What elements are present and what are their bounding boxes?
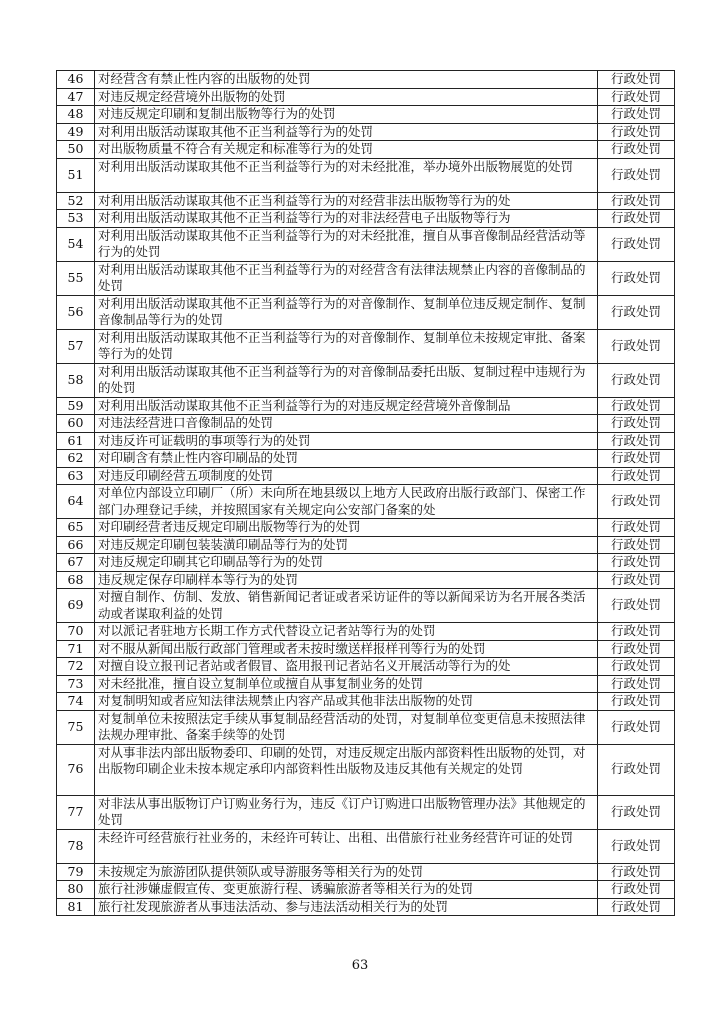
row-number: 78 xyxy=(57,829,95,863)
row-item-text: 对利用出版活动谋取其他不正当利益等行为的对音像制品委托出版、复制过程中违规行为的处罚 xyxy=(98,363,586,395)
row-kind: 行政处罚 xyxy=(598,158,675,192)
row-number: 80 xyxy=(57,881,95,899)
row-item-cell xyxy=(95,363,598,397)
row-item-cell xyxy=(95,123,598,141)
row-item-cell xyxy=(95,571,598,589)
row-item-text: 对违反规定经营境外出版物的处罚 xyxy=(98,88,286,104)
table-row xyxy=(57,589,675,623)
row-item-text: 对利用出版活动谋取其他不正当利益等行为的对经营含有法律法规禁止内容的音像制品的处罚 xyxy=(98,261,586,293)
row-item-text: 对未经批准，擅自设立复制单位或擅自从事复制业务的处罚 xyxy=(98,675,424,691)
row-kind: 行政处罚 xyxy=(598,295,675,329)
row-item-cell xyxy=(95,693,598,711)
row-kind: 行政处罚 xyxy=(598,123,675,141)
row-item-cell xyxy=(95,710,598,744)
row-item-cell xyxy=(95,485,598,519)
row-item-text: 未经许可经营旅行社业务的，未经许可转让、出租、出借旅行社业务经营许可证的处罚 xyxy=(98,829,574,845)
row-item-text: 未按规定为旅游团队提供领队或导游服务等相关行为的处罚 xyxy=(98,863,424,879)
row-number: 59 xyxy=(57,397,95,415)
row-item-cell xyxy=(95,795,598,829)
row-item-cell xyxy=(95,863,598,881)
row-number: 79 xyxy=(57,863,95,881)
table-row xyxy=(57,536,675,554)
page-number: 63 xyxy=(351,958,369,973)
row-item-cell xyxy=(95,210,598,228)
row-number: 46 xyxy=(57,71,95,89)
row-number: 73 xyxy=(57,675,95,693)
table-row xyxy=(57,693,675,711)
row-item-text: 对违反印刷经营五项制度的处罚 xyxy=(98,467,274,483)
row-number: 75 xyxy=(57,710,95,744)
row-number: 47 xyxy=(57,88,95,106)
table-row xyxy=(57,450,675,468)
table-row xyxy=(57,554,675,572)
items-table xyxy=(56,70,675,916)
row-kind: 行政处罚 xyxy=(598,744,675,795)
table-row xyxy=(57,158,675,192)
row-item-text: 对非法从事出版物订户订购业务行为，违反《订户订购进口出版物管理办法》其他规定的处罚 xyxy=(98,795,586,827)
row-item-text: 对利用出版活动谋取其他不正当利益等行为的对音像制作、复制单位违反规定制作、复制音像制品等行为的处罚 xyxy=(98,295,586,327)
row-item-cell xyxy=(95,415,598,433)
row-item-text: 对单位内部设立印刷厂（所）未向所在地县级以上地方人民政府出版行政部门、保密工作部门办理登记手续，并按照国家有关规定向公安部门备案的处 xyxy=(98,485,586,517)
row-item-cell xyxy=(95,295,598,329)
row-item-cell xyxy=(95,227,598,261)
row-kind: 行政处罚 xyxy=(598,658,675,676)
row-item-text: 对利用出版活动谋取其他不正当利益等行为的对非法经营电子出版物等行为 xyxy=(98,210,511,226)
table-row xyxy=(57,658,675,676)
row-number: 50 xyxy=(57,141,95,159)
row-item-cell xyxy=(95,658,598,676)
row-kind: 行政处罚 xyxy=(598,210,675,228)
row-item-cell xyxy=(95,88,598,106)
row-number: 69 xyxy=(57,589,95,623)
row-item-text: 对利用出版活动谋取其他不正当利益等行为的对音像制作、复制单位未按规定审批、备案等行为的处罚 xyxy=(98,329,586,361)
table-row xyxy=(57,898,675,916)
table-row xyxy=(57,415,675,433)
row-item-cell xyxy=(95,467,598,485)
table-row xyxy=(57,106,675,124)
table-row xyxy=(57,71,675,89)
row-number: 67 xyxy=(57,554,95,572)
table-row xyxy=(57,829,675,863)
row-kind: 行政处罚 xyxy=(598,623,675,641)
row-number: 55 xyxy=(57,261,95,295)
row-item-text: 对复制明知或者应知法律法规禁止内容产品或其他非法出版物的处罚 xyxy=(98,693,474,709)
table-row xyxy=(57,141,675,159)
row-kind: 行政处罚 xyxy=(598,415,675,433)
row-kind: 行政处罚 xyxy=(598,227,675,261)
row-number: 63 xyxy=(57,467,95,485)
table-row xyxy=(57,467,675,485)
table-row xyxy=(57,88,675,106)
row-item-text: 旅行社发现旅游者从事违法活动、参与违法活动相关行为的处罚 xyxy=(98,898,449,914)
row-number: 56 xyxy=(57,295,95,329)
row-item-cell xyxy=(95,536,598,554)
row-item-cell xyxy=(95,554,598,572)
row-number: 51 xyxy=(57,158,95,192)
table-row xyxy=(57,261,675,295)
table-row xyxy=(57,881,675,899)
row-item-cell xyxy=(95,397,598,415)
row-item-cell xyxy=(95,829,598,863)
row-number: 72 xyxy=(57,658,95,676)
row-number: 71 xyxy=(57,640,95,658)
row-number: 52 xyxy=(57,192,95,210)
row-number: 48 xyxy=(57,106,95,124)
row-item-text: 对以派记者驻地方长期工作方式代替设立记者站等行为的处罚 xyxy=(98,623,436,639)
row-item-cell xyxy=(95,881,598,899)
row-item-text: 对印刷含有禁止性内容印刷品的处罚 xyxy=(98,450,299,466)
table-row xyxy=(57,432,675,450)
row-item-cell xyxy=(95,158,598,192)
row-item-text: 对从事非法内部出版物委印、印刷的处罚，对违反规定出版内部资料性出版物的处罚，对出版物印刷企业未按本规定承印内部资料性出版物及违反其他有关规定的处罚 xyxy=(98,744,586,776)
table-row xyxy=(57,710,675,744)
row-number: 53 xyxy=(57,210,95,228)
row-kind: 行政处罚 xyxy=(598,863,675,881)
row-item-cell xyxy=(95,519,598,537)
row-item-text: 对擅自设立报刊记者站或者假冒、盗用报刊记者站名义开展活动等行为的处 xyxy=(98,658,511,674)
row-item-cell xyxy=(95,432,598,450)
row-number: 68 xyxy=(57,571,95,589)
row-kind: 行政处罚 xyxy=(598,571,675,589)
row-kind: 行政处罚 xyxy=(598,261,675,295)
row-number: 76 xyxy=(57,744,95,795)
row-number: 60 xyxy=(57,415,95,433)
table-row xyxy=(57,210,675,228)
row-kind: 行政处罚 xyxy=(598,363,675,397)
row-item-text: 旅行社涉嫌虚假宣传、变更旅游行程、诱骗旅游者等相关行为的处罚 xyxy=(98,881,474,897)
row-item-text: 对利用出版活动谋取其他不正当利益等行为的处罚 xyxy=(98,123,374,139)
table-row xyxy=(57,329,675,363)
row-item-cell xyxy=(95,261,598,295)
row-item-text: 对违反规定印刷和复制出版物等行为的处罚 xyxy=(98,106,336,122)
table-row xyxy=(57,744,675,795)
row-item-text: 对不服从新闻出版行政部门管理或者未按时缴送样报样刊等行为的处罚 xyxy=(98,640,486,656)
row-kind: 行政处罚 xyxy=(598,640,675,658)
items-table-body xyxy=(57,71,675,916)
table-row xyxy=(57,485,675,519)
row-number: 61 xyxy=(57,432,95,450)
row-item-text: 违反规定保存印刷样本等行为的处罚 xyxy=(98,571,299,587)
row-item-cell xyxy=(95,675,598,693)
row-item-text: 对复制单位未按照法定手续从事复制品经营活动的处罚，对复制单位变更信息未按照法律法规办理审批、备案手续等的处罚 xyxy=(98,710,586,742)
row-kind: 行政处罚 xyxy=(598,795,675,829)
row-item-text: 对利用出版活动谋取其他不正当利益等行为的对违反规定经营境外音像制品 xyxy=(98,397,511,413)
row-item-cell xyxy=(95,329,598,363)
row-number: 57 xyxy=(57,329,95,363)
row-number: 54 xyxy=(57,227,95,261)
row-item-cell xyxy=(95,589,598,623)
row-item-cell xyxy=(95,623,598,641)
table-row xyxy=(57,640,675,658)
row-item-text: 对利用出版活动谋取其他不正当利益等行为的对未经批准，举办境外出版物展览的处罚 xyxy=(98,158,574,174)
row-item-cell xyxy=(95,744,598,795)
row-kind: 行政处罚 xyxy=(598,397,675,415)
row-item-text: 对违反规定印刷其它印刷品等行为的处罚 xyxy=(98,554,324,570)
table-row xyxy=(57,863,675,881)
row-kind: 行政处罚 xyxy=(598,141,675,159)
row-item-text: 对印刷经营者违反规定印刷出版物等行为的处罚 xyxy=(98,519,361,535)
table-row xyxy=(57,363,675,397)
table-row xyxy=(57,675,675,693)
table-row xyxy=(57,192,675,210)
row-item-cell xyxy=(95,450,598,468)
row-kind: 行政处罚 xyxy=(598,71,675,89)
row-kind: 行政处罚 xyxy=(598,710,675,744)
row-kind: 行政处罚 xyxy=(598,898,675,916)
row-item-cell xyxy=(95,898,598,916)
table-row xyxy=(57,795,675,829)
row-kind: 行政处罚 xyxy=(598,192,675,210)
row-item-text: 对利用出版活动谋取其他不正当利益等行为的对未经批准，擅自从事音像制品经营活动等行为的处罚 xyxy=(98,227,586,259)
row-item-text: 对擅自制作、仿制、发放、销售新闻记者证或者采访证件的等以新闻采访为名开展各类活动或者谋取利益的处罚 xyxy=(98,589,586,621)
row-kind: 行政处罚 xyxy=(598,432,675,450)
row-number: 66 xyxy=(57,536,95,554)
row-number: 49 xyxy=(57,123,95,141)
row-item-text: 对违法经营进口音像制品的处罚 xyxy=(98,415,274,431)
row-item-cell xyxy=(95,192,598,210)
table-row xyxy=(57,519,675,537)
table-row xyxy=(57,397,675,415)
row-item-text: 对出版物质量不符合有关规定和标准等行为的处罚 xyxy=(98,141,374,157)
row-kind: 行政处罚 xyxy=(598,881,675,899)
row-kind: 行政处罚 xyxy=(598,88,675,106)
row-kind: 行政处罚 xyxy=(598,485,675,519)
row-number: 62 xyxy=(57,450,95,468)
table-row xyxy=(57,571,675,589)
table-row xyxy=(57,123,675,141)
row-kind: 行政处罚 xyxy=(598,693,675,711)
row-kind: 行政处罚 xyxy=(598,536,675,554)
row-item-text: 对利用出版活动谋取其他不正当利益等行为的对经营非法出版物等行为的处 xyxy=(98,192,511,208)
row-number: 64 xyxy=(57,485,95,519)
row-kind: 行政处罚 xyxy=(598,554,675,572)
row-number: 58 xyxy=(57,363,95,397)
row-kind: 行政处罚 xyxy=(598,450,675,468)
row-kind: 行政处罚 xyxy=(598,829,675,863)
row-number: 65 xyxy=(57,519,95,537)
row-number: 77 xyxy=(57,795,95,829)
row-item-cell xyxy=(95,141,598,159)
row-kind: 行政处罚 xyxy=(598,519,675,537)
row-number: 70 xyxy=(57,623,95,641)
row-item-cell xyxy=(95,640,598,658)
row-kind: 行政处罚 xyxy=(598,589,675,623)
row-kind: 行政处罚 xyxy=(598,106,675,124)
table-row xyxy=(57,623,675,641)
row-item-cell xyxy=(95,106,598,124)
row-number: 81 xyxy=(57,898,95,916)
row-kind: 行政处罚 xyxy=(598,467,675,485)
row-item-text: 对违反许可证载明的事项等行为的处罚 xyxy=(98,432,311,448)
row-item-text: 对违反规定印刷包装装潢印刷品等行为的处罚 xyxy=(98,536,349,552)
row-number: 74 xyxy=(57,693,95,711)
table-row xyxy=(57,227,675,261)
row-kind: 行政处罚 xyxy=(598,329,675,363)
row-item-text: 对经营含有禁止性内容的出版物的处罚 xyxy=(98,71,311,87)
row-kind: 行政处罚 xyxy=(598,675,675,693)
row-item-cell xyxy=(95,71,598,89)
table-row xyxy=(57,295,675,329)
